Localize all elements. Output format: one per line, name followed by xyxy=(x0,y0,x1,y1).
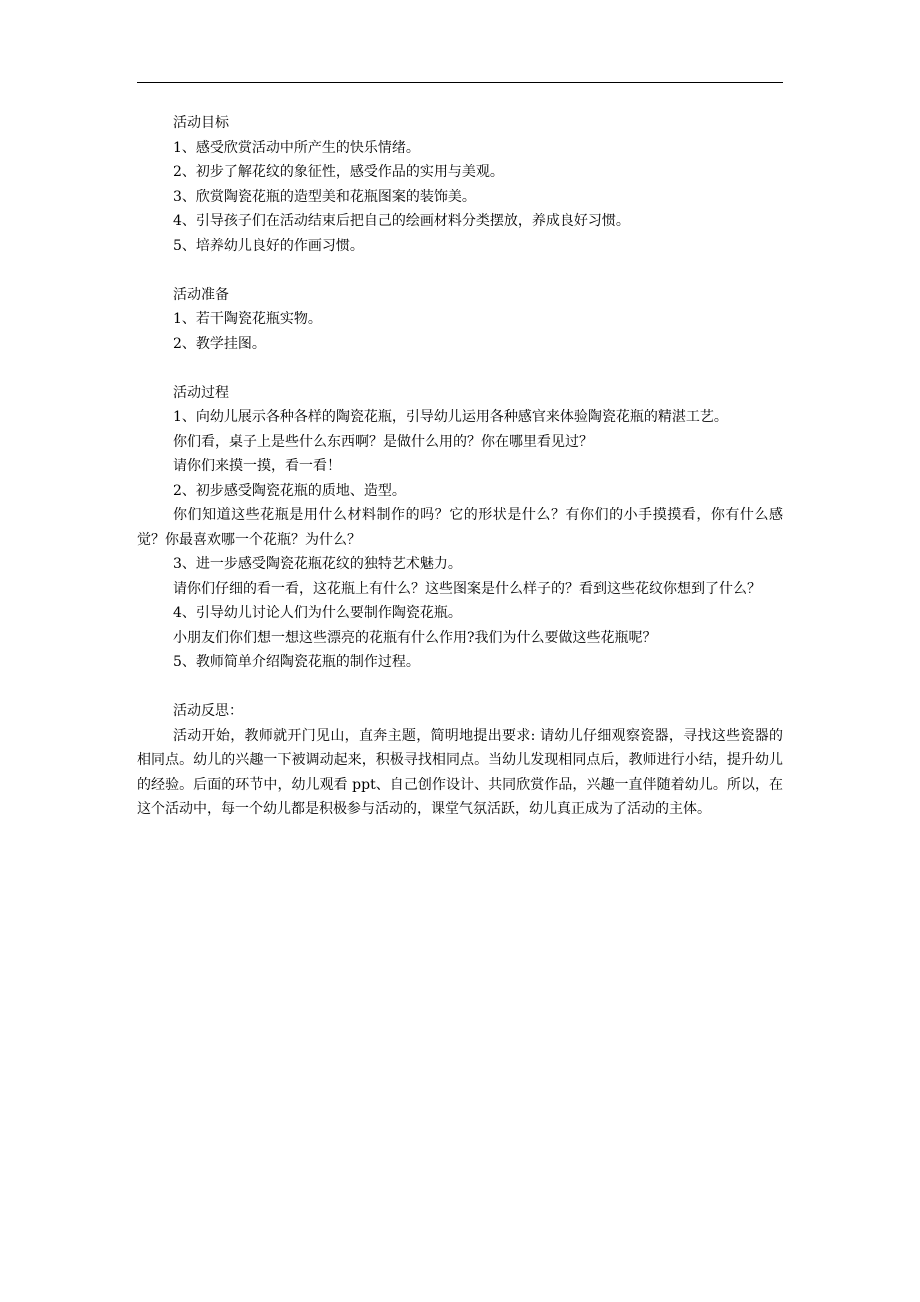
document-body xyxy=(137,111,783,822)
section-heading: 活动过程 xyxy=(173,384,229,401)
section-goals xyxy=(137,111,783,258)
paragraph: 5、教师简单介绍陶瓷花瓶的制作过程。 xyxy=(173,654,420,670)
paragraph: 你们知道这些花瓶是用什么材料制作的吗？它的形状是什么？有你们的小手摸摸看，你有什么感觉？你最喜欢哪一个花瓶？为什么？ xyxy=(137,507,783,548)
paragraph: 3、欣赏陶瓷花瓶的造型美和花瓶图案的装饰美。 xyxy=(173,188,476,205)
paragraph: 2、教学挂图。 xyxy=(173,335,266,352)
paragraph: 你们看，桌子上是些什么东西啊？是做什么用的？你在哪里看见过？ xyxy=(173,433,593,450)
paragraph: 3、进一步感受陶瓷花瓶花纹的独特艺术魅力。 xyxy=(173,556,462,572)
section-reflection xyxy=(137,699,783,822)
section-process xyxy=(137,381,783,675)
paragraph: 2、初步感受陶瓷花瓶的质地、造型。 xyxy=(173,482,406,499)
paragraph: 请你们仔细的看一看，这花瓶上有什么？这些图案是什么样子的？看到这些花纹你想到了什么？ xyxy=(173,580,761,597)
paragraph: 小朋友们你们想一想这些漂亮的花瓶有什么作用?我们为什么要做这些花瓶呢？ xyxy=(173,629,657,646)
paragraph: 1、向幼儿展示各种各样的陶瓷花瓶，引导幼儿运用各种感官来体验陶瓷花瓶的精湛工艺。 xyxy=(173,409,728,425)
paragraph: 1、感受欣赏活动中所产生的快乐情绪。 xyxy=(173,139,420,156)
section-heading: 活动准备 xyxy=(173,286,229,303)
paragraph: 4、引导幼儿讨论人们为什么要制作陶瓷花瓶。 xyxy=(173,605,462,621)
section-heading: 活动目标 xyxy=(173,115,229,131)
paragraph: 活动开始，教师就开门见山，直奔主题，简明地提出要求: 请幼儿仔细观察瓷器，寻找这些瓷器的相同点。幼儿的兴趣一下被调动起来，积极寻找相同点。当幼儿发现相同点后，教师进行小结，提升幼儿的经验。后面的环节中，幼儿观看 ppt、自己创作设计、共同欣赏作品，兴趣一直伴随着幼儿。所以，在这个活动中，每一个幼儿都是积极参与活动的，课堂气氛活跃，幼儿真正成为了活动的主体。 xyxy=(137,727,783,817)
paragraph: 请你们来摸一摸，看一看！ xyxy=(173,458,341,474)
header-rule xyxy=(137,82,783,83)
section-preparation xyxy=(137,283,783,357)
section-heading: 活动反思： xyxy=(173,703,243,719)
paragraph: 2、初步了解花纹的象征性，感受作品的实用与美观。 xyxy=(173,164,504,180)
paragraph: 1、若干陶瓷花瓶实物。 xyxy=(173,311,322,327)
paragraph: 5、培养幼儿良好的作画习惯。 xyxy=(173,237,364,254)
paragraph: 4、引导孩子们在活动结束后把自己的绘画材料分类摆放，养成良好习惯。 xyxy=(173,213,630,229)
